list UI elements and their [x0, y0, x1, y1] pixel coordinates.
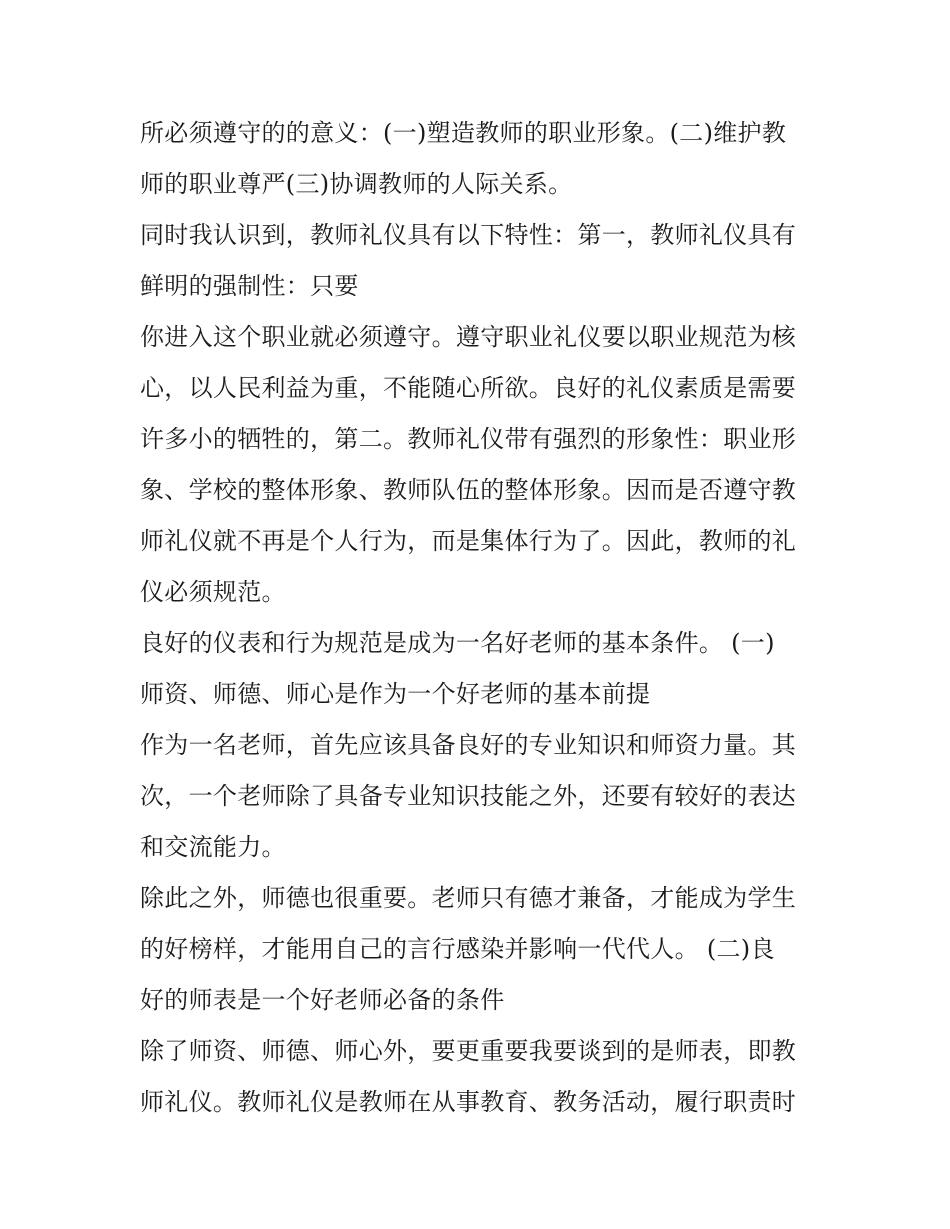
text-line: 师的职业尊严(三)协调教师的人际关系。 [140, 170, 573, 198]
text-line: 所必须遵守的的意义：(一)塑造教师的职业形象。(二)维护教 [140, 119, 787, 147]
text-line: 作为一名老师，首先应该具备良好的专业知识和师资力量。其 [140, 731, 797, 759]
text-line: 同时我认识到，教师礼仪具有以下特性：第一，教师礼仪具有 [140, 221, 797, 249]
text-line: 良好的仪表和行为规范是成为一名好老师的基本条件。 (一) [140, 629, 775, 657]
text-line: 你进入这个职业就必须遵守。遵守职业礼仪要以职业规范为核 [140, 323, 797, 351]
text-line: 仪必须规范。 [140, 578, 286, 606]
text-line: 次，一个老师除了具备专业知识技能之外，还要有较好的表达 [140, 782, 797, 810]
text-line: 师资、师德、师心是作为一个好老师的基本前提 [140, 680, 651, 708]
text-line: 师礼仪。教师礼仪是教师在从事教育、教务活动，履行职责时 [140, 1088, 797, 1116]
text-line: 好的师表是一个好老师必备的条件 [140, 986, 505, 1014]
text-line: 许多小的牺牲的，第二。教师礼仪带有强烈的形象性：职业形 [140, 425, 797, 453]
text-line: 和交流能力。 [140, 833, 286, 861]
text-line: 象、学校的整体形象、教师队伍的整体形象。因而是否遵守教 [140, 476, 797, 504]
text-line: 师礼仪就不再是个人行为，而是集体行为了。因此，教师的礼 [140, 527, 797, 555]
text-line: 鲜明的强制性：只要 [140, 272, 359, 300]
text-line: 除了师资、师德、师心外，要更重要我要谈到的是师表，即教 [140, 1037, 797, 1065]
document-body [140, 108, 830, 1128]
text-line: 的好榜样，才能用自己的言行感染并影响一代代人。 (二)良 [140, 935, 775, 963]
text-line: 除此之外，师德也很重要。老师只有德才兼备，才能成为学生 [140, 884, 797, 912]
text-line: 心，以人民利益为重，不能随心所欲。良好的礼仪素质是需要 [140, 374, 797, 402]
